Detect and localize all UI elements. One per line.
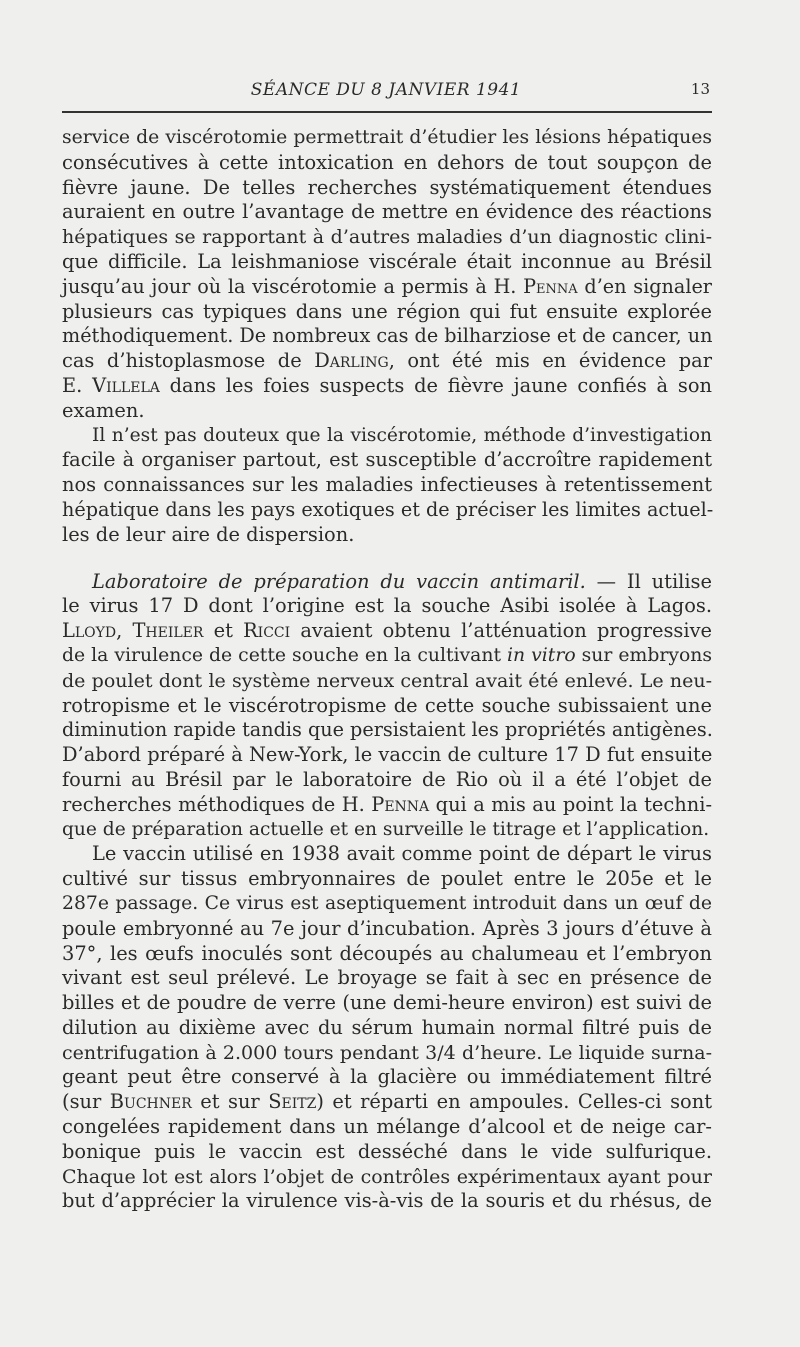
text-line: de la virulence de cette souche en la cultivant in vitro sur embryons [62,644,712,666]
text-line: examen. [62,398,145,422]
author-name: Theiler [132,619,204,643]
italic-term: in vitro [507,644,576,666]
text-line: les de leur aire de dispersion. [62,522,355,546]
text-line: hépatique dans les pays exotiques et de préciser les limites actuel- [62,497,714,521]
text-line: Le vaccin utilisé en 1938 avait comme point de départ le virus [92,842,712,866]
text-line: D’abord préparé à New-York, le vaccin de culture 17 D fut ensuite [62,743,713,767]
text-line: (sur Buchner et sur Seitz) et réparti en ampoules. Celles-ci sont [62,1090,713,1114]
text-line: congelées rapidement dans un mélange d’alcool et de neige car- [62,1115,712,1139]
text-line: Chaque lot est alors l’objet de contrôles expérimentaux ayant pour [62,1165,712,1188]
text-line: que difficile. La leishmaniose viscérale était inconnue au Brésil [62,249,712,273]
text-line: billes et de poudre de verre (une demi-heure environ) est suivi de [62,991,712,1015]
body-text [62,126,712,1214]
text-line: consécutives à cette intoxication en dehors de tout soupçon de [62,150,712,174]
text-line: plusieurs cas typiques dans une région qui fut ensuite explorée [62,299,712,323]
text-line: de poulet dont le système nerveux central avait été enlevé. Le neu- [62,669,712,692]
text-line: que de préparation actuelle et en surveille le titrage et l’application. [62,818,710,840]
text-line: dilution au dixième avec du sérum humain normal filtré puis de [62,1015,712,1039]
text-line: cas d’histoplasmose de Darling, ont été mis en évidence par [62,349,712,373]
text-line: bonique puis le vaccin est desséché dans le vide sulfurique. [62,1139,712,1163]
text-line: Lloyd, Theiler et Ricci avaient obtenu l’atténuation progressive [62,619,712,643]
text-line: poule embryonné au 7e jour d’incubation. Après 3 jours d’étuve à [62,916,712,940]
text-line: fourni au Brésil par le laboratoire de Rio où il a été l’objet de [62,767,712,791]
text-line: 37°, les œufs inoculés sont découpés au chalumeau et l’embryon [62,941,712,965]
text-line: vivant est seul prélevé. Le broyage se fait à sec en présence de [62,966,712,990]
author-name: Penna [371,792,430,816]
paragraph-gap [62,548,712,570]
author-name: Villela [92,373,160,397]
text-line: Il n’est pas douteux que la viscérotomie, méthode d’investigation [92,424,712,446]
text-line: nos connaissances sur les maladies infectieuses à retentissement [62,473,712,497]
text-line: centrifugation à 2.000 tours pendant 3/4 d’heure. Le liquide surna- [62,1041,712,1064]
text-line: E. Villela dans les foies suspects de fièvre jaune confiés à son [62,373,712,397]
author-name: Seitz [268,1090,317,1114]
author-name: Buchner [109,1090,192,1114]
author-name: Ricci [243,619,291,643]
text-line: geant peut être conservé à la glacière ou immédiatement filtré [62,1065,712,1089]
text-line: service de viscérotomie permettrait d’étudier les lésions hépatiques [62,127,712,148]
text-line: méthodiquement. De nombreux cas de bilharziose et de cancer, un [62,324,713,348]
text-line: facile à organiser partout, est susceptible d’accroître rapidement [62,448,712,472]
text-line: hépatiques se rapportant à d’autres maladies d’un diagnostic clini- [62,226,712,249]
section-heading: Laboratoire de préparation du vaccin antimaril. [92,569,586,593]
text-line: Laboratoire de préparation du vaccin antimaril. — Il utilise [92,569,712,593]
text-line: fièvre jaune. De telles recherches systématiquement étendues [62,175,712,199]
text-line: 287e passage. Ce virus est aseptiquement introduit dans un œuf de [62,892,712,914]
author-name: Penna [523,274,578,298]
text-line: cultivé sur tissus embryonnaires de poulet entre le 205e et le [62,867,712,891]
text-line: but d’apprécier la virulence vis-à-vis de la souris et du rhésus, de [62,1189,712,1213]
text-line: le virus 17 D dont l’origine est la souche Asibi isolée à Lagos. [62,594,712,618]
page-number: 13 [690,80,710,98]
text-line: rotropisme et le viscérotropisme de cette souche subissaient une [62,693,712,717]
author-name: Lloyd [62,619,117,643]
running-head [62,80,710,106]
text-line: jusqu’au jour où la viscérotomie a permis à H. Penna d’en signaler [62,274,712,298]
text-line: diminution rapide tandis que persistaient les propriétés antigènes. [62,718,713,742]
header-rule [62,111,712,113]
text-line: auraient en outre l’avantage de mettre en évidence des réactions [62,200,712,224]
running-title: SÉANCE DU 8 JANVIER 1941 [250,80,522,100]
text-line: recherches méthodiques de H. Penna qui a mis au point la techni- [62,792,712,816]
author-name: Darling [314,349,389,373]
